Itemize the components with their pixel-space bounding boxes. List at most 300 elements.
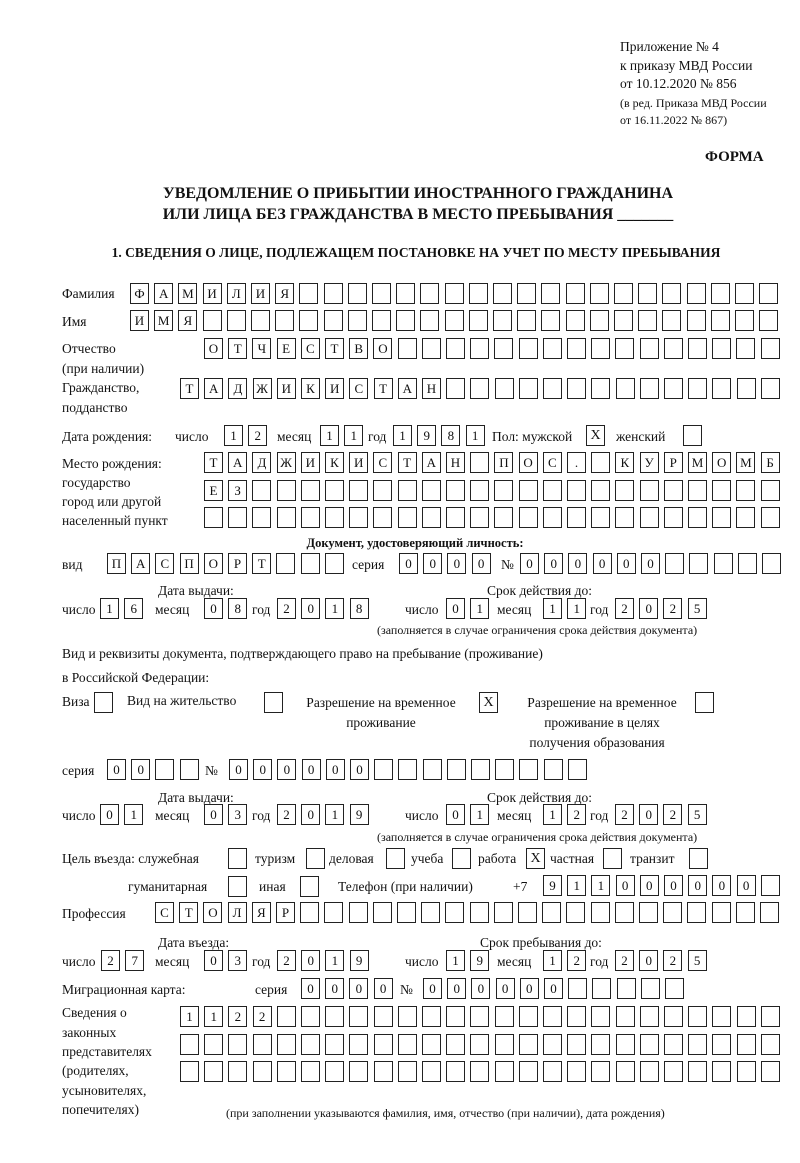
char-cell[interactable] bbox=[398, 338, 417, 359]
char-cell[interactable] bbox=[517, 283, 536, 304]
char-cell[interactable] bbox=[735, 310, 754, 331]
char-cell[interactable] bbox=[543, 338, 562, 359]
residence-permit-checkbox[interactable] bbox=[264, 692, 283, 713]
char-cell[interactable]: 0 bbox=[568, 553, 587, 574]
char-cell[interactable] bbox=[568, 759, 587, 780]
char-cell[interactable]: 0 bbox=[593, 553, 612, 574]
char-cell[interactable] bbox=[495, 759, 514, 780]
char-cell[interactable] bbox=[495, 1061, 514, 1082]
char-cell[interactable] bbox=[277, 1006, 296, 1027]
char-cell[interactable]: Я bbox=[252, 902, 271, 923]
char-cell[interactable] bbox=[277, 480, 296, 501]
char-cell[interactable]: 1 bbox=[344, 425, 363, 446]
char-cell[interactable]: 1 bbox=[320, 425, 339, 446]
char-cell[interactable] bbox=[180, 759, 199, 780]
char-cell[interactable] bbox=[736, 338, 755, 359]
char-cell[interactable] bbox=[348, 283, 367, 304]
char-cell[interactable] bbox=[615, 338, 634, 359]
char-cell[interactable] bbox=[664, 507, 683, 528]
char-cell[interactable] bbox=[664, 1006, 683, 1027]
char-cell[interactable]: 1 bbox=[470, 804, 489, 825]
char-cell[interactable] bbox=[541, 283, 560, 304]
char-cell[interactable]: 0 bbox=[374, 978, 393, 999]
char-cell[interactable] bbox=[495, 1006, 514, 1027]
char-cell[interactable] bbox=[566, 283, 585, 304]
char-cell[interactable]: 0 bbox=[712, 875, 731, 896]
char-cell[interactable]: 0 bbox=[229, 759, 248, 780]
char-cell[interactable]: Т bbox=[180, 378, 199, 399]
char-cell[interactable] bbox=[374, 759, 393, 780]
char-cell[interactable] bbox=[517, 310, 536, 331]
char-cell[interactable] bbox=[591, 1061, 610, 1082]
char-cell[interactable]: О bbox=[712, 452, 731, 473]
char-cell[interactable] bbox=[396, 310, 415, 331]
char-cell[interactable] bbox=[542, 902, 561, 923]
char-cell[interactable] bbox=[470, 378, 489, 399]
char-cell[interactable] bbox=[640, 507, 659, 528]
char-cell[interactable]: 1 bbox=[100, 598, 119, 619]
char-cell[interactable]: Т bbox=[325, 338, 344, 359]
char-cell[interactable] bbox=[737, 1034, 756, 1055]
char-cell[interactable] bbox=[737, 1061, 756, 1082]
char-cell[interactable] bbox=[494, 338, 513, 359]
char-cell[interactable] bbox=[640, 1034, 659, 1055]
char-cell[interactable] bbox=[349, 902, 368, 923]
char-cell[interactable]: 0 bbox=[301, 978, 320, 999]
char-cell[interactable]: Т bbox=[398, 452, 417, 473]
char-cell[interactable]: С bbox=[543, 452, 562, 473]
char-cell[interactable] bbox=[470, 1034, 489, 1055]
char-cell[interactable] bbox=[639, 902, 658, 923]
char-cell[interactable] bbox=[566, 310, 585, 331]
char-cell[interactable] bbox=[711, 283, 730, 304]
char-cell[interactable] bbox=[566, 902, 585, 923]
char-cell[interactable]: М bbox=[154, 310, 173, 331]
char-cell[interactable] bbox=[688, 507, 707, 528]
char-cell[interactable] bbox=[398, 1061, 417, 1082]
char-cell[interactable] bbox=[760, 902, 779, 923]
char-cell[interactable] bbox=[664, 1034, 683, 1055]
visa-checkbox[interactable] bbox=[94, 692, 113, 713]
char-cell[interactable] bbox=[227, 310, 246, 331]
char-cell[interactable] bbox=[470, 902, 489, 923]
char-cell[interactable]: 1 bbox=[466, 425, 485, 446]
char-cell[interactable] bbox=[714, 553, 733, 574]
char-cell[interactable] bbox=[543, 1061, 562, 1082]
char-cell[interactable] bbox=[446, 507, 465, 528]
char-cell[interactable] bbox=[543, 507, 562, 528]
char-cell[interactable]: О bbox=[204, 338, 223, 359]
char-cell[interactable]: З bbox=[228, 480, 247, 501]
char-cell[interactable] bbox=[567, 1034, 586, 1055]
char-cell[interactable] bbox=[398, 759, 417, 780]
char-cell[interactable] bbox=[422, 338, 441, 359]
char-cell[interactable] bbox=[688, 1061, 707, 1082]
char-cell[interactable]: Т bbox=[204, 452, 223, 473]
char-cell[interactable] bbox=[446, 338, 465, 359]
char-cell[interactable] bbox=[374, 1006, 393, 1027]
char-cell[interactable] bbox=[664, 480, 683, 501]
char-cell[interactable] bbox=[761, 338, 780, 359]
char-cell[interactable] bbox=[615, 902, 634, 923]
char-cell[interactable]: 0 bbox=[349, 978, 368, 999]
char-cell[interactable] bbox=[470, 507, 489, 528]
char-cell[interactable] bbox=[422, 1061, 441, 1082]
char-cell[interactable] bbox=[568, 978, 587, 999]
char-cell[interactable]: 2 bbox=[277, 804, 296, 825]
char-cell[interactable] bbox=[348, 310, 367, 331]
char-cell[interactable]: А bbox=[131, 553, 150, 574]
char-cell[interactable] bbox=[494, 507, 513, 528]
char-cell[interactable]: С bbox=[301, 338, 320, 359]
char-cell[interactable] bbox=[301, 507, 320, 528]
char-cell[interactable] bbox=[228, 507, 247, 528]
char-cell[interactable]: У bbox=[640, 452, 659, 473]
char-cell[interactable]: В bbox=[349, 338, 368, 359]
char-cell[interactable] bbox=[420, 310, 439, 331]
char-cell[interactable] bbox=[591, 507, 610, 528]
char-cell[interactable]: 0 bbox=[325, 978, 344, 999]
char-cell[interactable]: М bbox=[736, 452, 755, 473]
char-cell[interactable]: Л bbox=[228, 902, 247, 923]
char-cell[interactable] bbox=[495, 1034, 514, 1055]
char-cell[interactable] bbox=[204, 1061, 223, 1082]
char-cell[interactable] bbox=[324, 902, 343, 923]
char-cell[interactable]: 0 bbox=[520, 553, 539, 574]
char-cell[interactable]: 2 bbox=[228, 1006, 247, 1027]
char-cell[interactable] bbox=[204, 507, 223, 528]
char-cell[interactable]: 1 bbox=[591, 875, 610, 896]
char-cell[interactable]: 0 bbox=[544, 553, 563, 574]
char-cell[interactable] bbox=[325, 553, 344, 574]
char-cell[interactable] bbox=[762, 553, 781, 574]
char-cell[interactable] bbox=[664, 338, 683, 359]
char-cell[interactable] bbox=[712, 902, 731, 923]
char-cell[interactable]: А bbox=[204, 378, 223, 399]
char-cell[interactable] bbox=[349, 480, 368, 501]
char-cell[interactable]: 2 bbox=[567, 950, 586, 971]
char-cell[interactable] bbox=[495, 378, 514, 399]
char-cell[interactable]: 1 bbox=[543, 804, 562, 825]
char-cell[interactable]: 2 bbox=[615, 950, 634, 971]
char-cell[interactable]: . bbox=[567, 452, 586, 473]
char-cell[interactable] bbox=[615, 507, 634, 528]
char-cell[interactable] bbox=[759, 283, 778, 304]
char-cell[interactable] bbox=[397, 902, 416, 923]
char-cell[interactable]: И bbox=[349, 452, 368, 473]
char-cell[interactable] bbox=[541, 310, 560, 331]
char-cell[interactable] bbox=[616, 1034, 635, 1055]
char-cell[interactable]: 1 bbox=[204, 1006, 223, 1027]
char-cell[interactable]: Я bbox=[178, 310, 197, 331]
char-cell[interactable] bbox=[543, 480, 562, 501]
char-cell[interactable]: К bbox=[325, 452, 344, 473]
char-cell[interactable]: 2 bbox=[567, 804, 586, 825]
char-cell[interactable]: П bbox=[494, 452, 513, 473]
char-cell[interactable]: 0 bbox=[423, 978, 442, 999]
char-cell[interactable]: Р bbox=[228, 553, 247, 574]
char-cell[interactable] bbox=[300, 902, 319, 923]
char-cell[interactable] bbox=[591, 378, 610, 399]
char-cell[interactable] bbox=[590, 310, 609, 331]
char-cell[interactable]: О bbox=[203, 902, 222, 923]
char-cell[interactable]: 0 bbox=[253, 759, 272, 780]
char-cell[interactable]: 9 bbox=[543, 875, 562, 896]
char-cell[interactable] bbox=[396, 283, 415, 304]
char-cell[interactable]: 0 bbox=[639, 950, 658, 971]
male-checkbox[interactable]: X bbox=[586, 425, 605, 446]
char-cell[interactable]: 0 bbox=[544, 978, 563, 999]
char-cell[interactable] bbox=[422, 507, 441, 528]
char-cell[interactable] bbox=[662, 310, 681, 331]
char-cell[interactable]: 9 bbox=[470, 950, 489, 971]
char-cell[interactable]: 0 bbox=[131, 759, 150, 780]
char-cell[interactable]: 0 bbox=[447, 978, 466, 999]
char-cell[interactable]: 1 bbox=[567, 875, 586, 896]
char-cell[interactable]: С bbox=[373, 452, 392, 473]
char-cell[interactable] bbox=[325, 480, 344, 501]
char-cell[interactable]: 0 bbox=[350, 759, 369, 780]
char-cell[interactable]: 0 bbox=[641, 553, 660, 574]
char-cell[interactable]: 0 bbox=[472, 553, 491, 574]
char-cell[interactable]: 1 bbox=[393, 425, 412, 446]
char-cell[interactable] bbox=[736, 902, 755, 923]
char-cell[interactable] bbox=[519, 480, 538, 501]
char-cell[interactable] bbox=[252, 507, 271, 528]
char-cell[interactable]: 1 bbox=[325, 950, 344, 971]
char-cell[interactable] bbox=[638, 283, 657, 304]
char-cell[interactable] bbox=[567, 507, 586, 528]
char-cell[interactable] bbox=[665, 978, 684, 999]
char-cell[interactable]: 6 bbox=[124, 598, 143, 619]
char-cell[interactable]: 8 bbox=[228, 598, 247, 619]
char-cell[interactable]: А bbox=[398, 378, 417, 399]
char-cell[interactable]: 0 bbox=[471, 978, 490, 999]
char-cell[interactable] bbox=[445, 902, 464, 923]
char-cell[interactable]: 0 bbox=[639, 598, 658, 619]
char-cell[interactable]: П bbox=[107, 553, 126, 574]
char-cell[interactable]: Р bbox=[276, 902, 295, 923]
char-cell[interactable]: 0 bbox=[640, 875, 659, 896]
char-cell[interactable]: Б bbox=[761, 452, 780, 473]
char-cell[interactable] bbox=[614, 283, 633, 304]
char-cell[interactable]: 3 bbox=[228, 804, 247, 825]
char-cell[interactable]: 2 bbox=[663, 598, 682, 619]
char-cell[interactable]: 0 bbox=[496, 978, 515, 999]
char-cell[interactable] bbox=[493, 310, 512, 331]
char-cell[interactable] bbox=[544, 759, 563, 780]
char-cell[interactable] bbox=[640, 1061, 659, 1082]
char-cell[interactable]: 0 bbox=[423, 553, 442, 574]
purpose-business-checkbox[interactable] bbox=[386, 848, 405, 869]
char-cell[interactable] bbox=[591, 902, 610, 923]
char-cell[interactable]: Т bbox=[252, 553, 271, 574]
char-cell[interactable]: 0 bbox=[301, 950, 320, 971]
char-cell[interactable]: Т bbox=[179, 902, 198, 923]
char-cell[interactable] bbox=[446, 378, 465, 399]
char-cell[interactable] bbox=[252, 480, 271, 501]
char-cell[interactable]: 1 bbox=[224, 425, 243, 446]
char-cell[interactable] bbox=[446, 1006, 465, 1027]
char-cell[interactable]: Д bbox=[228, 378, 247, 399]
char-cell[interactable] bbox=[470, 338, 489, 359]
char-cell[interactable]: Р bbox=[664, 452, 683, 473]
char-cell[interactable]: 0 bbox=[204, 804, 223, 825]
char-cell[interactable] bbox=[617, 978, 636, 999]
char-cell[interactable] bbox=[591, 480, 610, 501]
char-cell[interactable]: О bbox=[519, 452, 538, 473]
char-cell[interactable]: П bbox=[180, 553, 199, 574]
char-cell[interactable] bbox=[422, 480, 441, 501]
char-cell[interactable]: 1 bbox=[567, 598, 586, 619]
char-cell[interactable]: 0 bbox=[688, 875, 707, 896]
char-cell[interactable] bbox=[567, 378, 586, 399]
char-cell[interactable]: 0 bbox=[301, 804, 320, 825]
char-cell[interactable]: 0 bbox=[204, 950, 223, 971]
char-cell[interactable] bbox=[398, 480, 417, 501]
char-cell[interactable] bbox=[519, 1034, 538, 1055]
char-cell[interactable]: 0 bbox=[639, 804, 658, 825]
char-cell[interactable]: 9 bbox=[417, 425, 436, 446]
char-cell[interactable] bbox=[761, 480, 780, 501]
char-cell[interactable] bbox=[519, 338, 538, 359]
char-cell[interactable] bbox=[204, 1034, 223, 1055]
char-cell[interactable] bbox=[374, 1034, 393, 1055]
char-cell[interactable] bbox=[276, 553, 295, 574]
char-cell[interactable] bbox=[543, 378, 562, 399]
char-cell[interactable] bbox=[664, 1061, 683, 1082]
char-cell[interactable]: А bbox=[422, 452, 441, 473]
char-cell[interactable] bbox=[712, 507, 731, 528]
char-cell[interactable] bbox=[372, 283, 391, 304]
char-cell[interactable]: Е bbox=[277, 338, 296, 359]
char-cell[interactable] bbox=[253, 1034, 272, 1055]
char-cell[interactable]: Д bbox=[252, 452, 271, 473]
char-cell[interactable]: И bbox=[130, 310, 149, 331]
char-cell[interactable] bbox=[614, 310, 633, 331]
temporary-residence-checkbox[interactable]: X bbox=[479, 692, 498, 713]
char-cell[interactable] bbox=[712, 378, 731, 399]
char-cell[interactable] bbox=[761, 378, 780, 399]
char-cell[interactable]: Н bbox=[446, 452, 465, 473]
char-cell[interactable] bbox=[761, 1061, 780, 1082]
char-cell[interactable] bbox=[422, 1034, 441, 1055]
char-cell[interactable] bbox=[712, 1006, 731, 1027]
char-cell[interactable] bbox=[687, 902, 706, 923]
char-cell[interactable] bbox=[277, 1061, 296, 1082]
char-cell[interactable] bbox=[688, 378, 707, 399]
char-cell[interactable] bbox=[423, 759, 442, 780]
char-cell[interactable] bbox=[398, 1006, 417, 1027]
char-cell[interactable] bbox=[519, 378, 538, 399]
char-cell[interactable] bbox=[324, 283, 343, 304]
char-cell[interactable] bbox=[422, 1006, 441, 1027]
char-cell[interactable]: 1 bbox=[325, 804, 344, 825]
char-cell[interactable] bbox=[299, 283, 318, 304]
char-cell[interactable]: И bbox=[277, 378, 296, 399]
char-cell[interactable] bbox=[420, 283, 439, 304]
char-cell[interactable] bbox=[398, 1034, 417, 1055]
char-cell[interactable] bbox=[662, 283, 681, 304]
char-cell[interactable]: 1 bbox=[180, 1006, 199, 1027]
char-cell[interactable] bbox=[324, 310, 343, 331]
char-cell[interactable]: 1 bbox=[446, 950, 465, 971]
char-cell[interactable] bbox=[735, 283, 754, 304]
char-cell[interactable] bbox=[325, 1061, 344, 1082]
char-cell[interactable] bbox=[640, 338, 659, 359]
char-cell[interactable]: О bbox=[373, 338, 392, 359]
char-cell[interactable] bbox=[591, 452, 610, 473]
char-cell[interactable]: 0 bbox=[399, 553, 418, 574]
purpose-tourism-checkbox[interactable] bbox=[306, 848, 325, 869]
char-cell[interactable]: К bbox=[301, 378, 320, 399]
char-cell[interactable]: Н bbox=[422, 378, 441, 399]
temporary-residence-education-checkbox[interactable] bbox=[695, 692, 714, 713]
char-cell[interactable] bbox=[712, 1061, 731, 1082]
char-cell[interactable]: Ж bbox=[253, 378, 272, 399]
char-cell[interactable]: 2 bbox=[277, 950, 296, 971]
char-cell[interactable]: М bbox=[178, 283, 197, 304]
char-cell[interactable] bbox=[349, 1061, 368, 1082]
char-cell[interactable]: Ч bbox=[252, 338, 271, 359]
char-cell[interactable]: 0 bbox=[277, 759, 296, 780]
char-cell[interactable]: И bbox=[251, 283, 270, 304]
purpose-study-checkbox[interactable] bbox=[452, 848, 471, 869]
char-cell[interactable] bbox=[325, 507, 344, 528]
char-cell[interactable]: 2 bbox=[101, 950, 120, 971]
char-cell[interactable] bbox=[155, 759, 174, 780]
char-cell[interactable]: 0 bbox=[616, 875, 635, 896]
char-cell[interactable]: 0 bbox=[447, 553, 466, 574]
char-cell[interactable] bbox=[372, 310, 391, 331]
char-cell[interactable] bbox=[421, 902, 440, 923]
char-cell[interactable] bbox=[519, 1006, 538, 1027]
purpose-private-checkbox[interactable] bbox=[603, 848, 622, 869]
char-cell[interactable]: С bbox=[155, 553, 174, 574]
char-cell[interactable] bbox=[349, 1006, 368, 1027]
char-cell[interactable]: 0 bbox=[204, 598, 223, 619]
char-cell[interactable]: С bbox=[349, 378, 368, 399]
char-cell[interactable] bbox=[325, 1006, 344, 1027]
char-cell[interactable]: А bbox=[228, 452, 247, 473]
char-cell[interactable] bbox=[687, 283, 706, 304]
char-cell[interactable]: 2 bbox=[615, 804, 634, 825]
char-cell[interactable] bbox=[228, 1034, 247, 1055]
char-cell[interactable] bbox=[494, 902, 513, 923]
char-cell[interactable] bbox=[469, 283, 488, 304]
char-cell[interactable] bbox=[665, 553, 684, 574]
char-cell[interactable] bbox=[301, 553, 320, 574]
char-cell[interactable] bbox=[688, 338, 707, 359]
char-cell[interactable]: 0 bbox=[617, 553, 636, 574]
char-cell[interactable] bbox=[688, 1006, 707, 1027]
char-cell[interactable] bbox=[761, 1006, 780, 1027]
char-cell[interactable]: 2 bbox=[615, 598, 634, 619]
char-cell[interactable]: Я bbox=[275, 283, 294, 304]
char-cell[interactable]: И bbox=[325, 378, 344, 399]
char-cell[interactable] bbox=[761, 507, 780, 528]
char-cell[interactable] bbox=[736, 480, 755, 501]
char-cell[interactable]: 8 bbox=[350, 598, 369, 619]
char-cell[interactable]: 0 bbox=[326, 759, 345, 780]
char-cell[interactable]: К bbox=[615, 452, 634, 473]
char-cell[interactable]: О bbox=[204, 553, 223, 574]
char-cell[interactable]: 0 bbox=[737, 875, 756, 896]
char-cell[interactable] bbox=[519, 507, 538, 528]
char-cell[interactable] bbox=[373, 480, 392, 501]
char-cell[interactable] bbox=[373, 507, 392, 528]
purpose-other-checkbox[interactable] bbox=[300, 876, 319, 897]
